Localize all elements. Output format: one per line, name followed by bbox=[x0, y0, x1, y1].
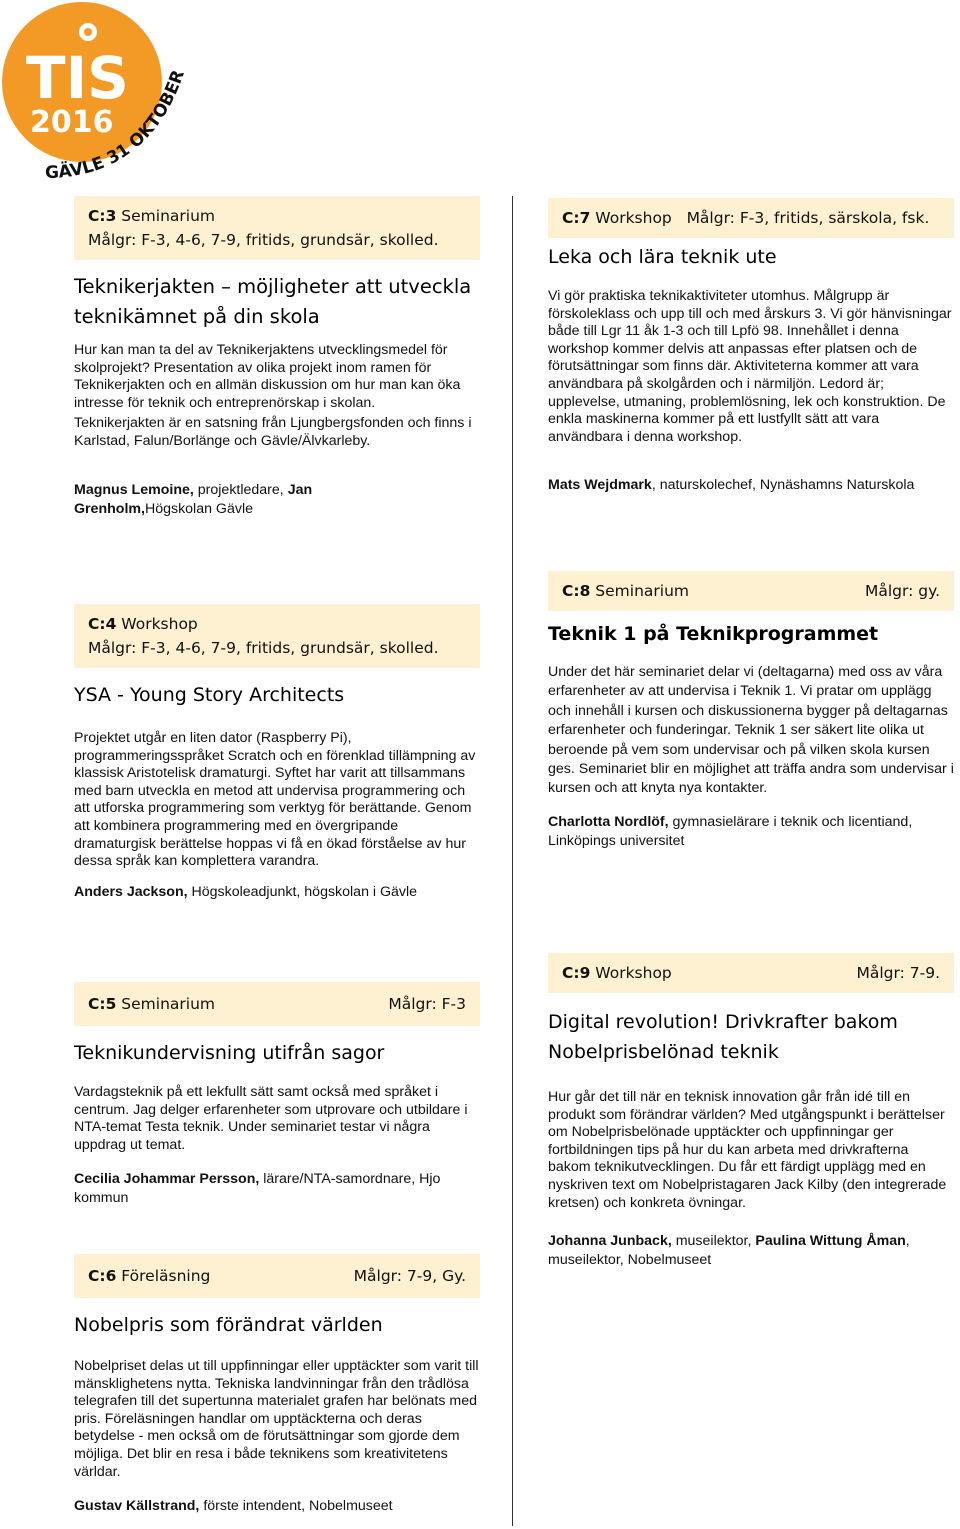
session-title: YSA - Young Story Architects bbox=[74, 684, 345, 706]
session-type: Seminarium bbox=[121, 995, 216, 1013]
session-c4 bbox=[74, 604, 480, 902]
presenter-name: Anders Jackson, bbox=[74, 883, 188, 900]
session-presenter bbox=[74, 1170, 480, 1208]
session-presenter bbox=[548, 476, 954, 495]
description-paragraph: Hur kan man ta del av Teknikerjaktens utvecklingsmedel för skolprojekt? Presentation av olika projekt inom ramen för Teknikerjakten och en allmän diskussion om hur man kan öka intresse för teknik och entreprenörskap i skolan. bbox=[74, 342, 461, 411]
session-code: C:4 bbox=[88, 615, 117, 633]
session-title-line: teknikämnet på din skola bbox=[74, 305, 320, 328]
description-paragraph: Vi gör praktiska teknikaktiviteter utomhus. Målgrupp är förskoleklass och upp till och med årskurs 3. Vi gör hänvisningar både till Lgr 11 åk 1-3 och till Lpfö 98. Innehållet i denna workshop kommer delvis att anpassas efter platsen och de förutsättningar som finns där. Aktiviteterna kommer att vara användbara på skolgården och i närmiljön. Ledord är; upplevelse, utmaning, problemlösning, lek och konstruktion. De enkla maskinerna kommer på ett lustfyllt sätt att vara användbara i denna workshop. bbox=[548, 288, 952, 445]
session-presenter bbox=[74, 883, 480, 902]
session-c3 bbox=[74, 196, 480, 519]
session-code: C:3 bbox=[88, 207, 117, 225]
logo-year: 2016 bbox=[30, 105, 114, 140]
presenter-role: , naturskolechef, Nynäshamns Naturskola bbox=[651, 477, 915, 494]
session-description bbox=[548, 1089, 954, 1212]
session-type: Workshop bbox=[595, 964, 672, 982]
session-c7 bbox=[548, 198, 954, 495]
session-code: C:8 bbox=[562, 582, 591, 600]
presenter-name: Cecilia Johammar Persson, bbox=[74, 1171, 260, 1188]
description-paragraph: Under det här seminariet delar vi (deltagarna) med oss av våra erfarenheter av att undervisa i Teknik 1. Vi pratar om upplägg och innehåll i kursen och diskussionerna bygger på deltagarnas erfarenheter och funderingar. Teknik 1 ser säkert lite olika ut beroende på vem som undervisar och på vilken skola kursen ges. Seminariet blir en möjlighet att träffa andra som undervisar i kursen och att knyta nya kontakter. bbox=[548, 664, 954, 797]
session-presenter bbox=[74, 1497, 480, 1516]
presenter-name: Paulina Wittung Åman bbox=[755, 1233, 906, 1250]
logo-date-text: GÄVLE 31 OKTOBER bbox=[44, 67, 189, 184]
sun-icon bbox=[79, 23, 97, 41]
logo-graphic bbox=[0, 0, 200, 190]
description-paragraph: Vardagsteknik på ett lekfullt sätt samt också med språket i centrum. Jag delger erfarenheter som utprovare och utbildare i NTA-temat Testa teknik. Under seminariet testar vi några uppdrag ut temat. bbox=[74, 1084, 468, 1153]
presenter-name: Johanna Junback, bbox=[548, 1233, 672, 1250]
logo-letters: TIS bbox=[26, 44, 129, 112]
session-presenter bbox=[548, 813, 954, 851]
session-description bbox=[74, 342, 480, 451]
session-title: Leka och lära teknik ute bbox=[548, 246, 777, 268]
session-code: C:6 bbox=[88, 1267, 117, 1285]
session-header bbox=[548, 953, 954, 993]
session-title: Teknik 1 på Teknikprogrammet bbox=[548, 623, 879, 645]
session-type: Workshop bbox=[121, 615, 198, 633]
session-title bbox=[74, 272, 480, 332]
presenter-role: Högskoleadjunkt, högskolan i Gävle bbox=[187, 883, 418, 900]
presenter-role: projektledare, bbox=[193, 481, 288, 498]
description-paragraph: Teknikerjakten är en satsning från Ljungbergsfonden och finns i Karlstad, Falun/Borlänge och Gävle/Älvkarleby. bbox=[74, 415, 472, 449]
presenter-name: Jan Grenholm, bbox=[74, 481, 313, 517]
session-type: Seminarium bbox=[121, 207, 216, 225]
session-target: Målgr: F-3 bbox=[388, 995, 466, 1013]
session-presenter bbox=[74, 481, 374, 519]
session-header bbox=[548, 198, 954, 238]
session-target: Målgr: F-3, 4-6, 7-9, fritids, grundsär, skolled. bbox=[88, 231, 439, 249]
session-header bbox=[548, 571, 954, 611]
description-paragraph: Nobelpriset delas ut till uppfinningar eller upptäckter som varit till mänsklighetens nytta. Tekniska landvinningar från den trådlösa telegrafen till det supertunna materialet grafen har belönats med pris. Föreläsningen handlar om upptäckterna och deras betydelse - men också om de förutsättningar som gjorde dem möjliga. Det blir en resa i både teknikens som kreativitetens världar. bbox=[74, 1358, 479, 1480]
presenter-role: Högskolan Gävle bbox=[144, 500, 253, 517]
session-code: C:7 bbox=[562, 209, 591, 227]
presenter-role: förste intendent, Nobelmuseet bbox=[199, 1498, 393, 1515]
session-header bbox=[74, 982, 480, 1026]
session-title-line: Nobelprisbelönad teknik bbox=[548, 1041, 779, 1063]
description-paragraph: Projektet utgår en liten dator (Raspberry Pi), programmeringsspråket Scratch och en förenklad tillämpning av klassisk Aristotelisk dramaturgi. Syftet har varit att tillsammans med barn utveckla en metod att undervisa programmering och att utforska programmering som verktyg för berättande. Genom att kombinera programmering med en övergripande dramaturgisk berättelse hoppas vi få en ökad förståelse av hur dessa språk kan komplettera varandra. bbox=[74, 730, 476, 870]
presenter-name: Mats Wejdmark bbox=[548, 477, 652, 494]
presenter-name: Magnus Lemoine, bbox=[74, 481, 194, 498]
session-target: Målgr: F-3, fritids, särskola, fsk. bbox=[686, 209, 930, 227]
session-description bbox=[548, 663, 954, 799]
session-type: Seminarium bbox=[595, 582, 690, 600]
session-description bbox=[74, 1084, 480, 1154]
session-target: Målgr: 7-9. bbox=[856, 964, 940, 982]
presenter-role: gymnasielärare i teknik och licentiand, Linköpings universitet bbox=[548, 813, 913, 849]
session-title: Teknikundervisning utifrån sagor bbox=[74, 1042, 385, 1064]
session-description bbox=[548, 288, 954, 446]
presenter-role: , museilektor, Nobelmuseet bbox=[548, 1233, 910, 1269]
session-c5 bbox=[74, 982, 480, 1208]
session-title bbox=[548, 1007, 954, 1067]
session-target: Målgr: 7-9, Gy. bbox=[353, 1267, 466, 1285]
description-paragraph: Hur går det till när en teknisk innovation går från idé till en produkt som förändrar världen? Med utgångspunkt i berättelser om Nobelprisbelönade upptäckter och uppfinningar ger fortbildningen tips på hur du kan arbeta med drivkrafterna bakom teknikutvecklingen. Du får ett färdigt upplägg med en nyskriven text om Nobelpristagaren Jack Kilby (den integrerade kretsen) och konkreta övningar. bbox=[548, 1089, 947, 1211]
session-code: C:5 bbox=[88, 995, 117, 1013]
session-description bbox=[74, 730, 480, 871]
session-description bbox=[74, 1358, 480, 1481]
session-title-line: Digital revolution! Drivkrafter bakom bbox=[548, 1011, 898, 1033]
session-target: Målgr: gy. bbox=[865, 582, 940, 600]
presenter-name: Gustav Källstrand, bbox=[74, 1498, 200, 1515]
session-code: C:9 bbox=[562, 964, 591, 982]
presenter-role: lärare/NTA-samordnare, Hjo kommun bbox=[74, 1171, 441, 1207]
column-divider bbox=[512, 196, 513, 1526]
session-header bbox=[74, 1254, 480, 1298]
presenter-role: museilektor, bbox=[671, 1233, 756, 1250]
session-c9 bbox=[548, 953, 954, 1270]
session-title: Nobelpris som förändrat världen bbox=[74, 1314, 383, 1336]
session-title-line: Teknikerjakten – möjligheter att utveckla bbox=[74, 275, 472, 298]
session-header bbox=[74, 196, 480, 260]
session-header bbox=[74, 604, 480, 668]
session-c6 bbox=[74, 1254, 480, 1516]
session-type: Workshop bbox=[595, 209, 672, 227]
session-c8 bbox=[548, 571, 954, 851]
session-target: Målgr: F-3, 4-6, 7-9, fritids, grundsär, skolled. bbox=[88, 639, 439, 657]
tis-2016-logo bbox=[0, 0, 200, 190]
session-presenter bbox=[548, 1232, 954, 1270]
presenter-name: Charlotta Nordlöf, bbox=[548, 813, 669, 830]
session-type: Föreläsning bbox=[121, 1267, 211, 1285]
